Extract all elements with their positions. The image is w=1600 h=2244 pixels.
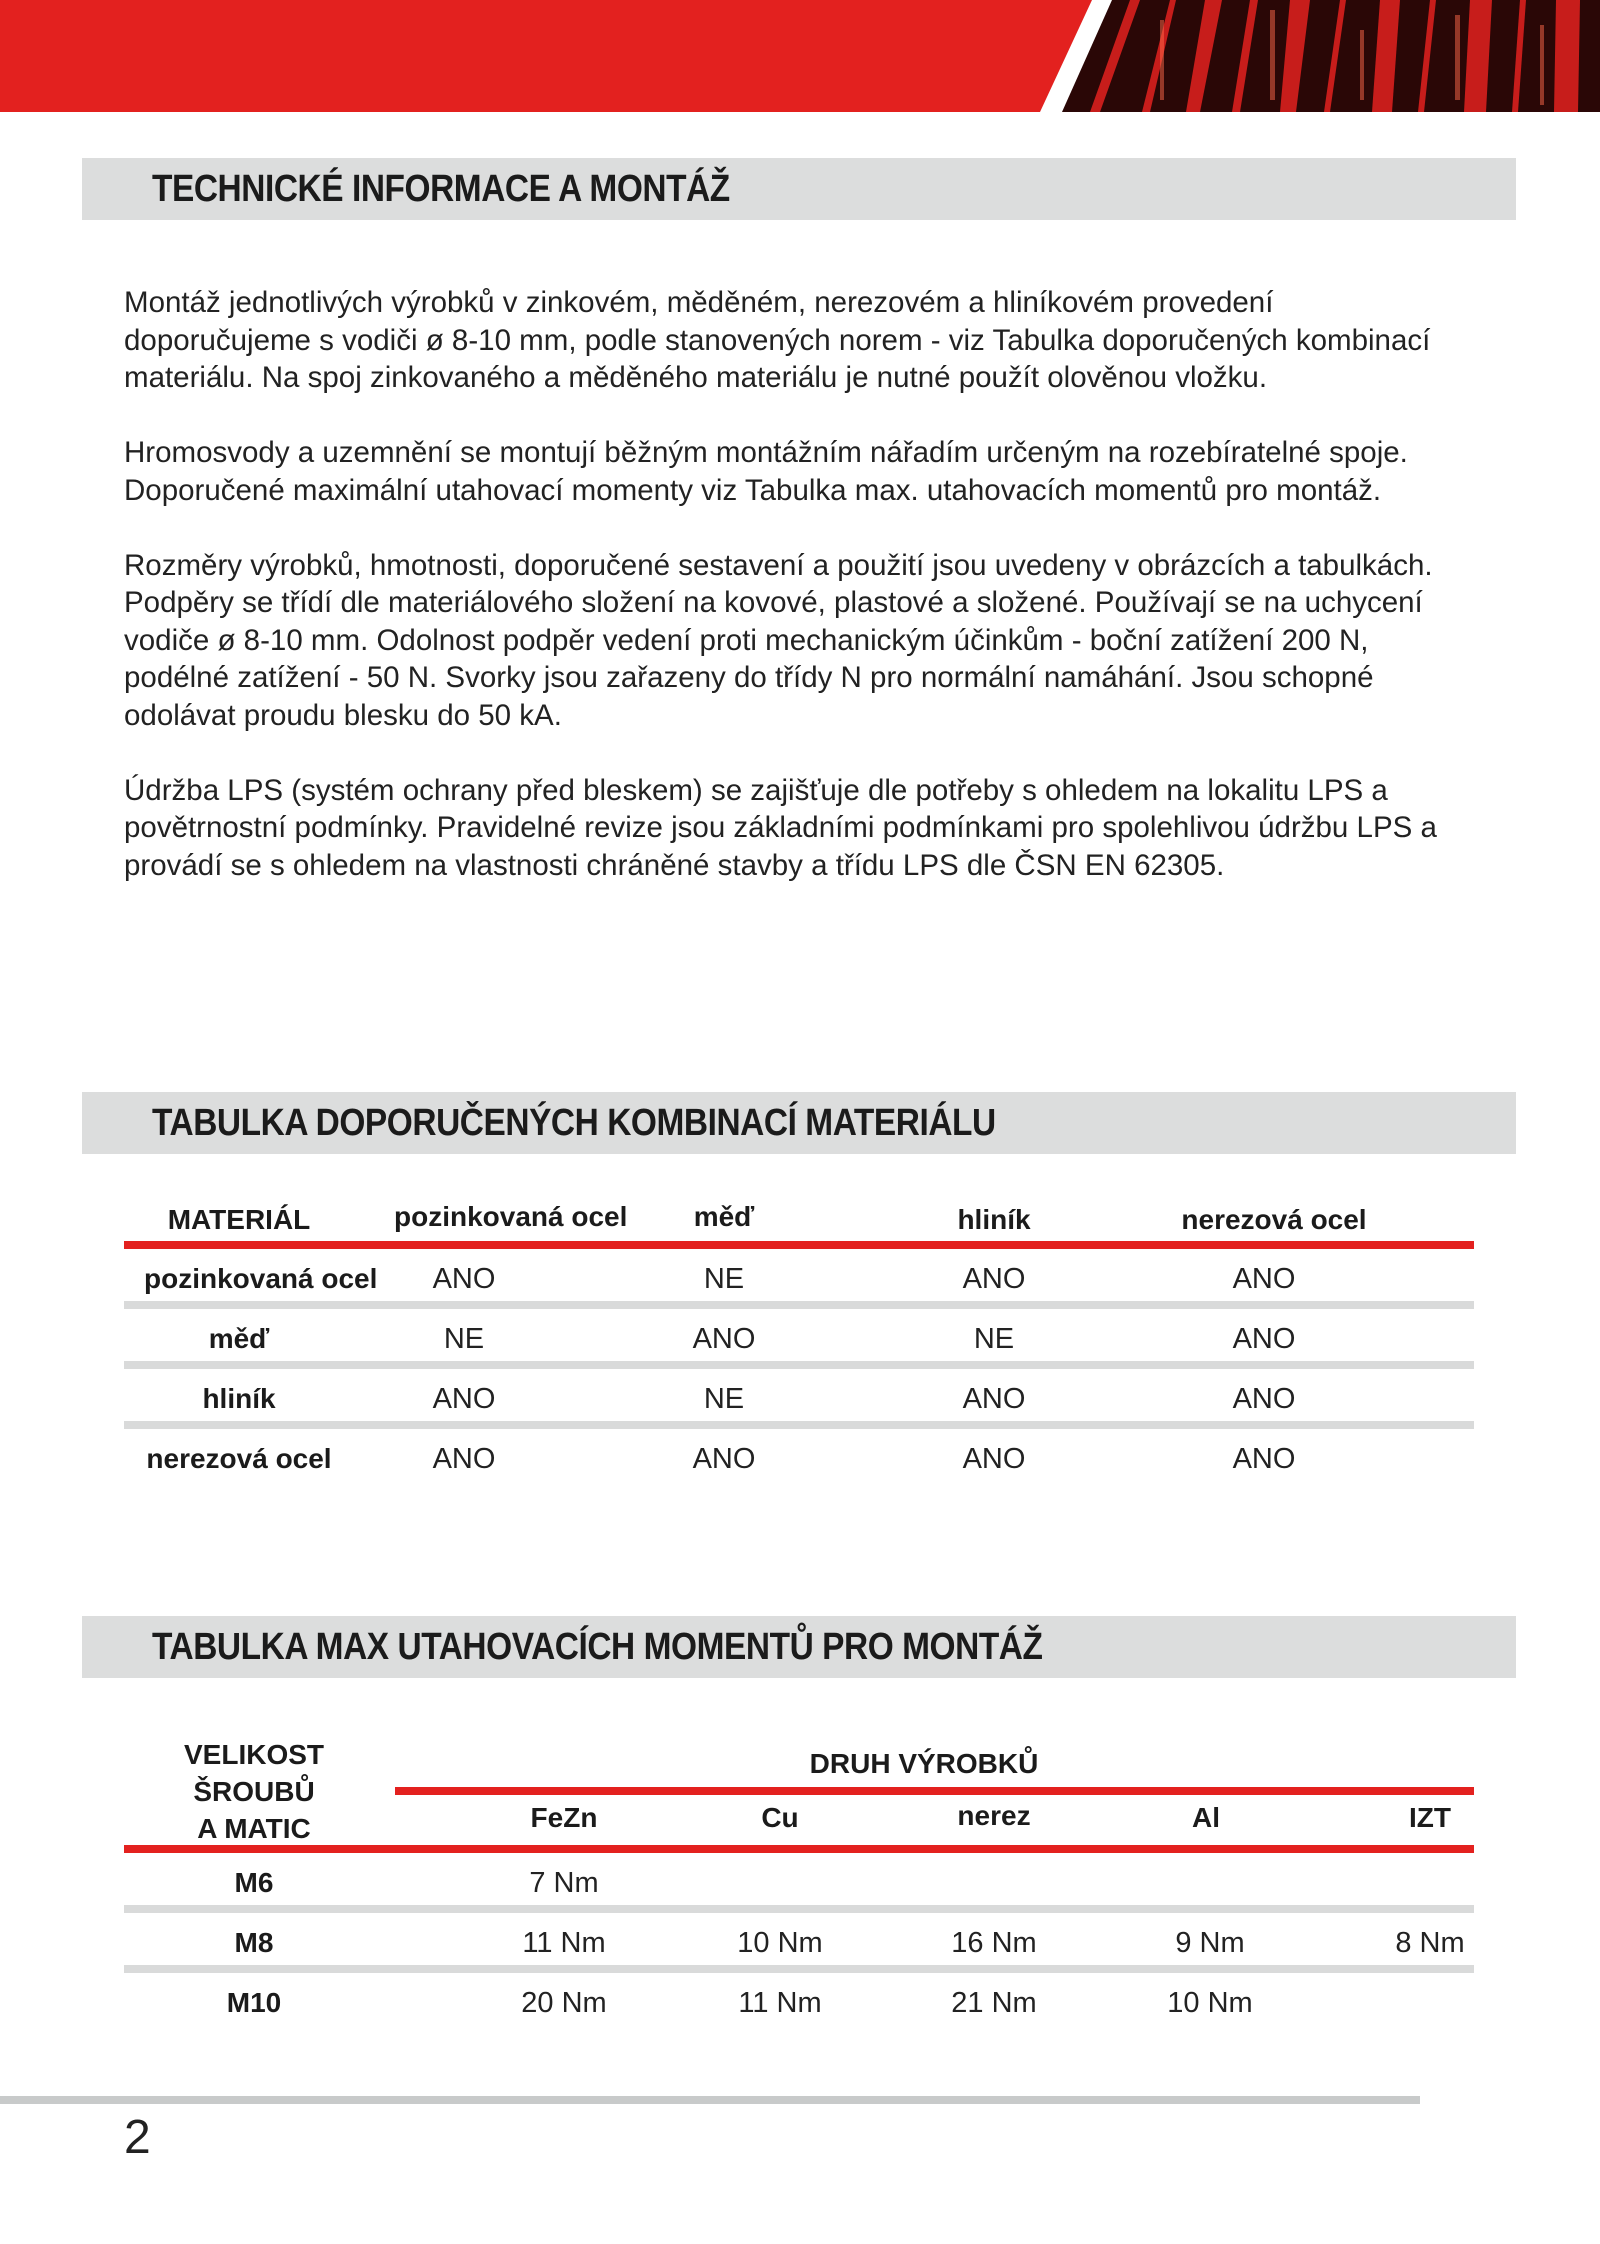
table-corner-header: MATERIÁL <box>167 1204 311 1235</box>
row-divider <box>124 1301 1474 1309</box>
header-divider <box>124 1241 1474 1249</box>
paragraph: Rozměry výrobků, hmotnosti, doporučené sestavení a použití jsou uvedeny v obrázcích a tabulkách. Podpěry se třídí dle materiálového složení na kovové, plastové a složené. Používají se na uchycení vodiče ø 8-10 mm. Odolnost podpěr vedení proti mechanickým účinkům - boční zatížení 200 N, podélné zatížení - 50 N. Svorky jsou zařazeny do třídy N pro normální namáhání. Jsou schopné odolávat proudu blesku do 50 kA. <box>124 548 1433 732</box>
table-cell: ANO <box>962 1443 1026 1475</box>
header-divider <box>124 1845 1474 1853</box>
table-cell: ANO <box>962 1383 1026 1415</box>
table-cell: 9 Nm <box>1175 1927 1245 1959</box>
table-row <box>124 1853 1474 1913</box>
table-cell: 16 Nm <box>951 1927 1037 1959</box>
row-divider <box>124 1965 1474 1973</box>
table-row <box>124 1429 1474 1489</box>
corner-header-line: ŠROUBŮ <box>193 1776 315 1807</box>
section-title: TECHNICKÉ INFORMACE A MONTÁŽ <box>152 168 730 210</box>
row-label: měď <box>208 1323 270 1354</box>
column-header: Cu <box>761 1802 799 1833</box>
column-header: Al <box>1192 1802 1220 1833</box>
table-cell: ANO <box>1232 1383 1296 1415</box>
table-cell: ANO <box>432 1383 496 1415</box>
table-cell: NE <box>973 1323 1015 1355</box>
materials-table <box>124 1190 1474 1480</box>
row-label: hliník <box>202 1383 276 1414</box>
table-cell: 7 Nm <box>529 1867 599 1899</box>
table-cell <box>1370 1973 1490 2033</box>
page-number: 2 <box>124 2111 151 2164</box>
section-title: TABULKA DOPORUČENÝCH KOMBINACÍ MATERIÁLU <box>152 1102 996 1144</box>
section-header-torque <box>82 1616 1516 1678</box>
table-cell: ANO <box>432 1443 496 1475</box>
column-header: hliník <box>957 1204 1031 1235</box>
row-label: nerezová ocel <box>146 1443 332 1474</box>
table-row <box>124 1913 1474 1973</box>
group-header: DRUH VÝROBKŮ <box>809 1748 1039 1779</box>
table-cell <box>1370 1853 1490 1913</box>
section-header-tech-info <box>82 158 1516 220</box>
paragraph: Montáž jednotlivých výrobků v zinkovém, měděném, nerezovém a hliníkovém provedení doporučujeme s vodiči ø 8-10 mm, podle stanovených norem - viz Tabulka doporučených kombinací materiálu. Na spoj zinkovaného a měděného materiálu je nutné použít olověnou vložku. <box>124 286 1431 394</box>
table-row <box>124 1309 1474 1369</box>
tech-info-text <box>124 284 1464 922</box>
column-header: nerezová ocel <box>1181 1204 1367 1235</box>
table-corner-header <box>164 1736 344 1847</box>
row-divider <box>124 1421 1474 1429</box>
column-header: FeZn <box>530 1802 598 1833</box>
table-cell: ANO <box>1232 1263 1296 1295</box>
table-cell: 10 Nm <box>737 1927 823 1959</box>
row-label: M10 <box>226 1987 282 2018</box>
table-cell <box>720 1853 840 1913</box>
table-cell: 10 Nm <box>1167 1987 1253 2019</box>
table-cell: 11 Nm <box>522 1927 606 1959</box>
table-cell: 8 Nm <box>1395 1927 1465 1959</box>
table-cell: 21 Nm <box>951 1987 1037 2019</box>
column-header: IZT <box>1409 1802 1451 1833</box>
table-cell: NE <box>443 1323 485 1355</box>
column-header: nerez <box>957 1800 1031 1831</box>
column-header: pozinkovaná ocel <box>394 1201 628 1232</box>
table-cell: ANO <box>692 1443 756 1475</box>
table-cell: ANO <box>1232 1443 1296 1475</box>
section-header-materials <box>82 1092 1516 1154</box>
row-label: M8 <box>234 1927 274 1958</box>
row-label: pozinkovaná ocel <box>144 1263 378 1294</box>
table-cell: ANO <box>692 1323 756 1355</box>
table-row <box>124 1973 1474 2033</box>
section-title: TABULKA MAX UTAHOVACÍCH MOMENTŮ PRO MONTÁŽ <box>152 1626 1043 1668</box>
table-cell: ANO <box>432 1263 496 1295</box>
group-header-divider <box>395 1787 1474 1795</box>
row-label: M6 <box>234 1867 274 1898</box>
table-cell: ANO <box>962 1263 1026 1295</box>
table-cell: ANO <box>1232 1323 1296 1355</box>
column-header: měď <box>693 1201 755 1232</box>
top-banner <box>0 0 1600 112</box>
corner-header-line: A MATIC <box>197 1813 311 1844</box>
table-row <box>124 1369 1474 1429</box>
table-cell: NE <box>703 1263 745 1295</box>
table-cell <box>934 1853 1054 1913</box>
paragraph: Hromosvody a uzemnění se montují běžným montážním nářadím určeným na rozebíratelné spoje. Doporučené maximální utahovací momenty viz Tabulka max. utahovacích momentů pro montáž. <box>124 436 1408 507</box>
paragraph: Údržba LPS (systém ochrany před bleskem) se zajišťuje dle potřeby s ohledem na lokalitu LPS a povětrnostní podmínky. Pravidelné revize jsou základními podmínkami pro spolehlivou údržbu LPS a provádí se s ohledem na vlastnosti chráněné stavby a třídu LPS dle ČSN EN 62305. <box>124 773 1437 882</box>
row-divider <box>124 1361 1474 1369</box>
table-cell: NE <box>703 1383 745 1415</box>
corner-header-line: VELIKOST <box>183 1739 324 1770</box>
table-row <box>124 1249 1474 1309</box>
row-divider <box>124 1905 1474 1913</box>
table-cell <box>1150 1853 1270 1913</box>
footer-divider <box>0 2096 1420 2104</box>
table-cell: 20 Nm <box>521 1987 607 2019</box>
torque-table <box>124 1730 1474 2030</box>
table-cell: 11 Nm <box>738 1987 822 2019</box>
